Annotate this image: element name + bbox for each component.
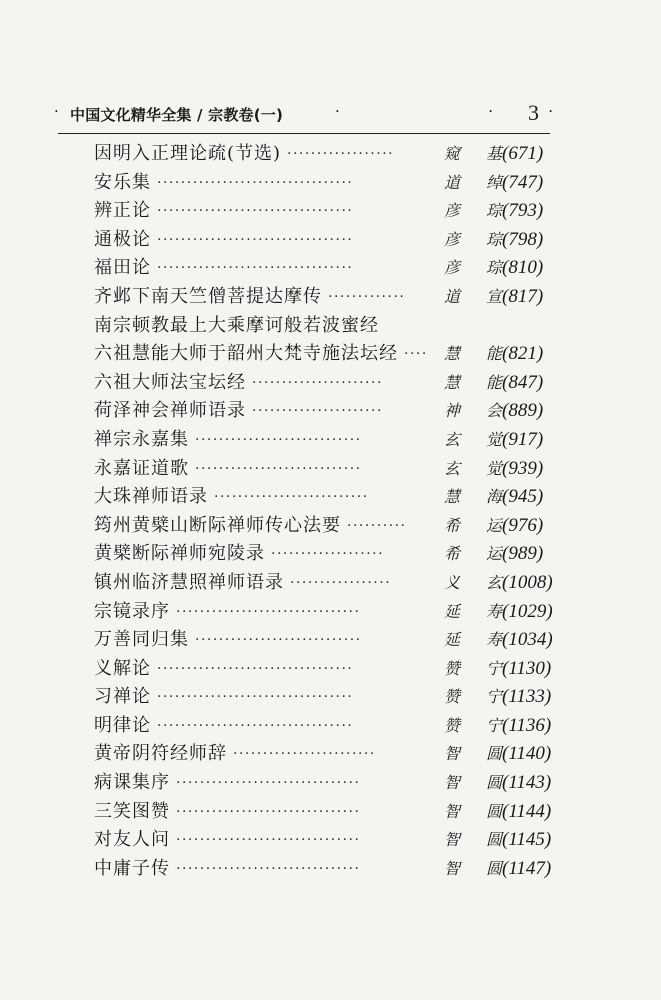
author-char: 宁 [485, 658, 502, 678]
toc-entry-page: (939) [502, 457, 544, 479]
toc-entry [94, 140, 558, 169]
toc-entry-title: 荷泽神会禅师语录 [94, 400, 246, 422]
toc-entry-author [444, 426, 502, 455]
toc-entry-page: (747) [502, 171, 544, 193]
author-char: 运 [485, 515, 502, 535]
author-char: 希 [444, 544, 461, 564]
toc-entry-page: (798) [502, 228, 544, 250]
toc-entry-title: 通极论 [94, 228, 151, 250]
toc-entry-author [444, 598, 502, 627]
toc-entry-author [444, 683, 502, 712]
author-char: 玄 [444, 429, 461, 449]
toc-entry [94, 626, 558, 655]
author-char: 能 [485, 372, 502, 392]
toc-entry-title: 对友人问 [94, 829, 170, 851]
toc-entry [94, 312, 558, 341]
author-char: 赞 [444, 715, 461, 735]
toc-entry-author [444, 283, 502, 312]
author-char: 智 [444, 830, 461, 850]
toc-entry-title: 中庸子传 [94, 857, 170, 879]
dot-leader: ··················· [271, 546, 385, 563]
toc-entry-title: 因明入正理论疏(节选) [94, 143, 282, 164]
author-char: 能 [485, 344, 502, 364]
author-char: 智 [444, 858, 461, 878]
toc-entry-title: 安乐集 [94, 171, 151, 193]
toc-entry-page: (1140) [502, 743, 552, 765]
dot-leader: ························ [233, 746, 376, 763]
toc-entry [94, 740, 558, 769]
dot-leader: ············· [328, 288, 406, 305]
page-number-dot: · [548, 102, 553, 120]
author-char: 赞 [444, 658, 461, 678]
toc-entry-page: (821) [502, 343, 544, 365]
toc-entry-title: 六祖大师法宝坛经 [94, 371, 246, 393]
toc-entry [94, 340, 558, 369]
toc-entry-author [444, 254, 502, 283]
toc-entry-page: (793) [502, 200, 544, 222]
author-char: 寿 [485, 630, 502, 650]
toc-entry-page: (1143) [502, 772, 552, 794]
author-char: 玄 [444, 458, 461, 478]
dot-leader: ···························· [195, 431, 362, 448]
toc-entry-page: (1145) [502, 829, 552, 851]
toc-entry-title: 辨正论 [94, 200, 151, 222]
toc-entry-page: (1136) [502, 714, 552, 736]
toc-entry-author [444, 369, 502, 398]
dot-leader: ································· [157, 689, 354, 706]
toc-entry-page: (817) [502, 285, 544, 307]
toc-entry [94, 169, 558, 198]
header-dot: · [335, 102, 340, 120]
author-char: 绰 [485, 172, 502, 192]
dot-leader: ································· [157, 260, 354, 277]
toc-entry [94, 254, 558, 283]
author-char: 彦 [444, 258, 461, 278]
toc-entry [94, 455, 558, 484]
toc-entry-title: 义解论 [94, 657, 151, 679]
toc-entry-page: (1034) [502, 629, 553, 651]
author-char: 延 [444, 601, 461, 621]
author-char: 寿 [485, 601, 502, 621]
dot-leader: ·········· [347, 517, 407, 534]
toc-entry-page: (917) [502, 428, 544, 450]
toc-entry-page: (847) [502, 371, 544, 393]
running-header [54, 100, 553, 130]
author-char: 海 [485, 487, 502, 507]
dot-leader: ································· [157, 660, 354, 677]
author-char: 道 [444, 286, 461, 306]
toc-entry-title: 筠州黄檗山断际禅师传心法要 [94, 514, 341, 536]
toc-entry-title: 明律论 [94, 714, 151, 736]
page-number: 3 [528, 100, 539, 125]
header-dot: · [54, 102, 59, 120]
toc-entry-page: (889) [502, 400, 544, 422]
toc-entry-author [444, 798, 502, 827]
toc-entry-author [444, 569, 502, 598]
author-char: 琮 [485, 229, 502, 249]
author-char: 觉 [485, 458, 502, 478]
author-char: 圆 [485, 858, 502, 878]
toc-entry-page: (1029) [502, 600, 553, 622]
author-char: 彦 [444, 201, 461, 221]
author-char: 圆 [485, 830, 502, 850]
toc-entry-author [444, 140, 502, 169]
toc-entry-author [444, 197, 502, 226]
author-char: 慧 [444, 344, 461, 364]
book-title: 中国文化精华全集 / 宗教卷(一) [70, 106, 284, 124]
dot-leader: ································· [157, 174, 354, 191]
author-char: 智 [444, 801, 461, 821]
author-char: 玄 [485, 572, 502, 592]
toc-entry-title: 病课集序 [94, 772, 170, 794]
toc-entry [94, 197, 558, 226]
toc-entry [94, 483, 558, 512]
dot-leader: ······························· [176, 860, 361, 877]
author-char: 窥 [444, 144, 461, 163]
author-char: 延 [444, 630, 461, 650]
toc-entry-page: (976) [502, 514, 544, 536]
toc-entry-title: 三笑图赞 [94, 800, 170, 822]
author-char: 琮 [485, 258, 502, 278]
toc-entry-author [444, 483, 502, 512]
toc-entry [94, 598, 558, 627]
toc-entry-title: 齐邺下南天竺僧菩提达摩传 [94, 285, 322, 307]
toc-entry-title: 万善同归集 [94, 629, 189, 651]
dot-leader: ······················ [252, 403, 383, 420]
toc-entry [94, 226, 558, 255]
toc-entry [94, 712, 558, 741]
toc-entry-title: 习禅论 [94, 686, 151, 708]
dot-leader: ···························· [195, 632, 362, 649]
toc-entry-page: (810) [502, 257, 544, 279]
toc-entry-page: (989) [502, 543, 544, 565]
toc-entry [94, 798, 558, 827]
dot-leader: ································· [157, 231, 354, 248]
author-char: 圆 [485, 773, 502, 793]
toc-entry [94, 540, 558, 569]
dot-leader: ···· [404, 346, 428, 363]
toc-entry-title: 大珠禅师语录 [94, 486, 208, 508]
toc-entry-page: (1144) [502, 800, 552, 822]
toc-entry-author [444, 855, 502, 884]
toc-entry-title: 福田论 [94, 257, 151, 279]
author-char: 义 [444, 572, 461, 592]
dot-leader: ································· [157, 203, 354, 220]
author-char: 彦 [444, 229, 461, 249]
toc-entry [94, 683, 558, 712]
toc-entry-page: (671) [502, 143, 544, 164]
toc-entry-author [444, 826, 502, 855]
author-char: 运 [485, 544, 502, 564]
toc-entry-title: 宗镜录序 [94, 600, 170, 622]
toc-entry-author [444, 455, 502, 484]
toc-entry-author [444, 626, 502, 655]
dot-leader: ···························· [195, 460, 362, 477]
author-char: 基 [485, 144, 502, 163]
toc-entry-page: (1130) [502, 657, 552, 679]
author-char: 慧 [444, 372, 461, 392]
toc-entry-title: 六祖慧能大师于韶州大梵寺施法坛经 [94, 343, 398, 365]
toc-entry-page: (1147) [502, 857, 552, 879]
author-char: 慧 [444, 487, 461, 507]
toc-entry-author [444, 712, 502, 741]
toc-entry-author [444, 226, 502, 255]
dot-leader: ······························· [176, 775, 361, 792]
author-char: 宣 [485, 286, 502, 306]
toc-entry [94, 283, 558, 312]
dot-leader: ······························· [176, 603, 361, 620]
toc-entry-author [444, 655, 502, 684]
toc-entry [94, 655, 558, 684]
toc-entry-page: (1133) [502, 686, 552, 708]
toc-entry [94, 855, 558, 884]
author-char: 圆 [485, 801, 502, 821]
dot-leader: ················· [290, 574, 392, 591]
author-char: 圆 [485, 744, 502, 764]
author-char: 道 [444, 172, 461, 192]
toc-entry-author [444, 512, 502, 541]
toc-entry [94, 569, 558, 598]
author-char: 会 [485, 401, 502, 421]
toc-entry [94, 769, 558, 798]
author-char: 赞 [444, 687, 461, 707]
dot-leader: ······························· [176, 832, 361, 849]
dot-leader: ·················· [287, 146, 395, 162]
toc-entry [94, 397, 558, 426]
dot-leader: ································· [157, 717, 354, 734]
toc-entry-title: 黄帝阴符经师辞 [94, 743, 227, 765]
toc-entry-author [444, 740, 502, 769]
toc-entry-title: 镇州临济慧照禅师语录 [94, 571, 284, 593]
toc-entry-author [444, 340, 502, 369]
header-rule [58, 133, 550, 134]
author-char: 琮 [485, 201, 502, 221]
toc-entry-title: 永嘉证道歌 [94, 457, 189, 479]
toc-entry-author [444, 769, 502, 798]
toc-entry-author [444, 397, 502, 426]
toc-entry-title: 黄檗断际禅师宛陵录 [94, 543, 265, 565]
author-char: 神 [444, 401, 461, 421]
dot-leader: ······························· [176, 803, 361, 820]
toc-entry-author [444, 169, 502, 198]
toc-entry [94, 512, 558, 541]
author-char: 智 [444, 773, 461, 793]
dot-leader: ······················ [252, 374, 383, 391]
page-number-dot: · [488, 102, 493, 120]
toc-entry [94, 426, 558, 455]
author-char: 智 [444, 744, 461, 764]
author-char: 宁 [485, 715, 502, 735]
author-char: 觉 [485, 429, 502, 449]
dot-leader: ·························· [214, 489, 369, 506]
author-char: 宁 [485, 687, 502, 707]
table-of-contents [94, 140, 558, 883]
toc-entry-author [444, 540, 502, 569]
toc-entry-page: (1008) [502, 571, 553, 593]
toc-entry [94, 369, 558, 398]
toc-entry [94, 826, 558, 855]
toc-entry-title: 禅宗永嘉集 [94, 428, 189, 450]
toc-entry-title: 南宗顿教最上大乘摩诃般若波蜜经 [94, 314, 379, 336]
toc-entry-page: (945) [502, 486, 544, 508]
author-char: 希 [444, 515, 461, 535]
